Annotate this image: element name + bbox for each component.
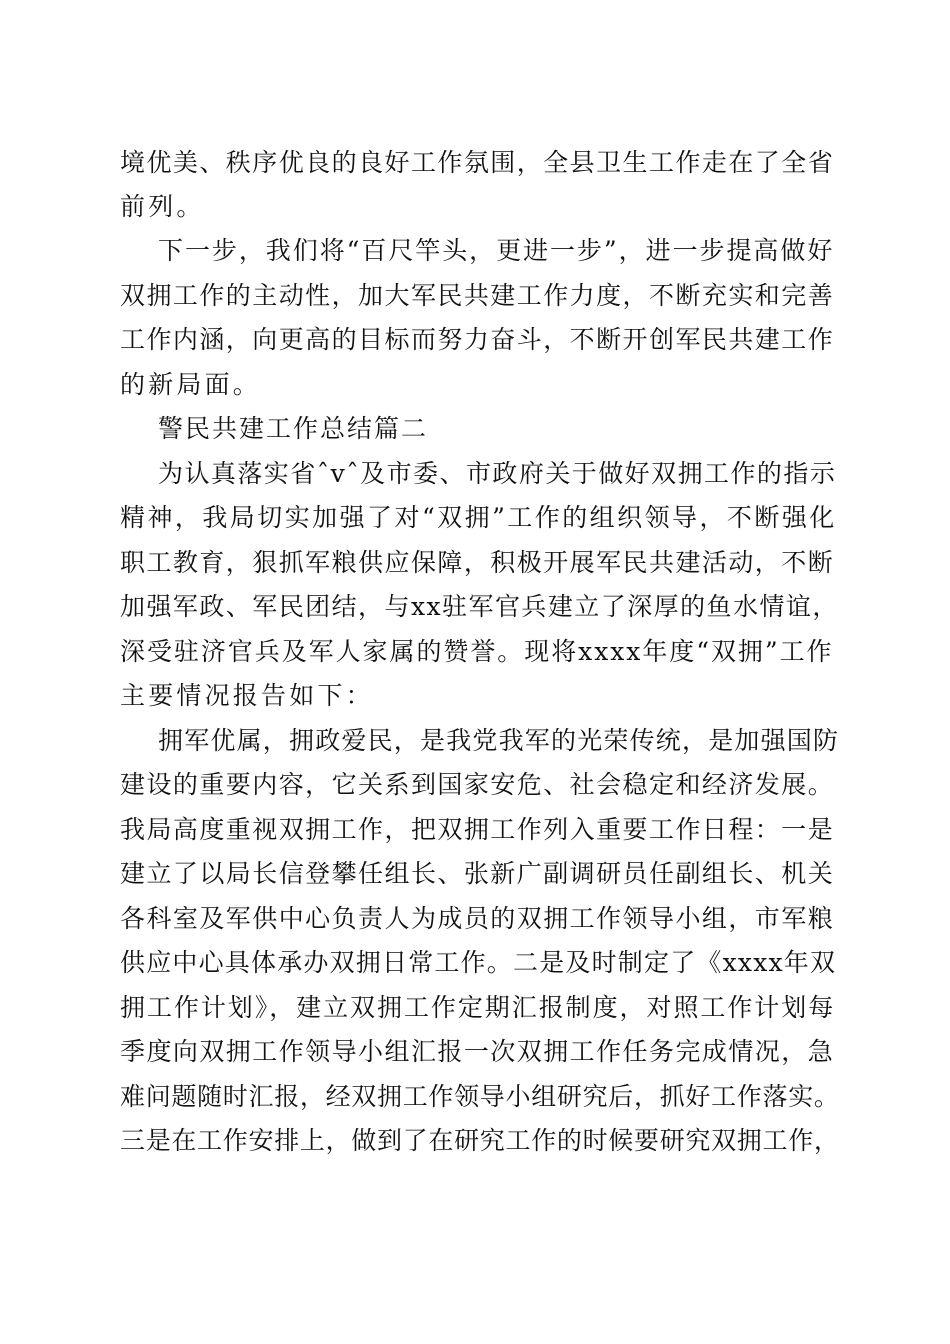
paragraph-start-line: 下一步，我们将“百尺竿头，更进一步”，进一步提高做好 xyxy=(158,236,835,265)
paragraph-start-line: 为认真落实省ˆvˆ及市委、市政府关于做好双拥工作的指示 xyxy=(158,459,837,488)
text-line: 建立了以局长信登攀任组长、张新广副调研员任副组长、机关 xyxy=(120,859,835,888)
text-line: 难问题随时汇报，经双拥工作领导小组研究后，抓好工作落实。 xyxy=(120,1082,840,1111)
text-line: 拥工作计划》，建立双拥工作定期汇报制度，对照工作计划每 xyxy=(120,993,836,1022)
text-line: 供应中心具体承办双拥日常工作。二是及时制定了《xxxx年双 xyxy=(120,948,837,977)
text-line: 前列。 xyxy=(120,192,205,221)
text-line: 双拥工作的主动性，加大军民共建工作力度，不断充实和完善 xyxy=(120,281,835,310)
text-line: 加强军政、军民团结，与xx驻军官兵建立了深厚的鱼水情谊， xyxy=(120,592,839,621)
text-line: 各科室及军供中心负责人为成员的双拥工作领导小组，市军粮 xyxy=(120,904,835,933)
text-line: 三是在工作安排上，做到了在研究工作的时候要研究双拥工作， xyxy=(120,1126,840,1155)
text-line: 深受驻济官兵及军人家属的赞誉。现将xxxx年度“双拥”工作 xyxy=(120,637,834,666)
text-line: 季度向双拥工作领导小组汇报一次双拥工作任务完成情况，急 xyxy=(120,1037,835,1066)
text-line: 境优美、秩序优良的良好工作氛围，全县卫生工作走在了全省 xyxy=(120,148,835,177)
paragraph-start-line: 拥军优属，拥政爱民，是我党我军的光荣传统，是加强国防 xyxy=(158,726,840,755)
section-heading: 警民共建工作总结篇二 xyxy=(158,414,429,443)
text-line: 职工教育，狠抓军粮供应保障，积极开展军民共建活动，不断 xyxy=(120,548,835,577)
text-line: 的新局面。 xyxy=(120,370,262,399)
text-line: 建设的重要内容，它关系到国家安危、社会稳定和经济发展。 xyxy=(120,770,835,799)
text-line: 工作内涵，向更高的目标而努力奋斗，不断开创军民共建工作 xyxy=(120,325,835,354)
text-line: 主要情况报告如下： xyxy=(120,681,374,710)
text-line: 我局高度重视双拥工作，把双拥工作列入重要工作日程：一是 xyxy=(120,815,835,844)
text-line: 精神，我局切实加强了对“双拥”工作的组织领导，不断强化 xyxy=(120,503,837,532)
